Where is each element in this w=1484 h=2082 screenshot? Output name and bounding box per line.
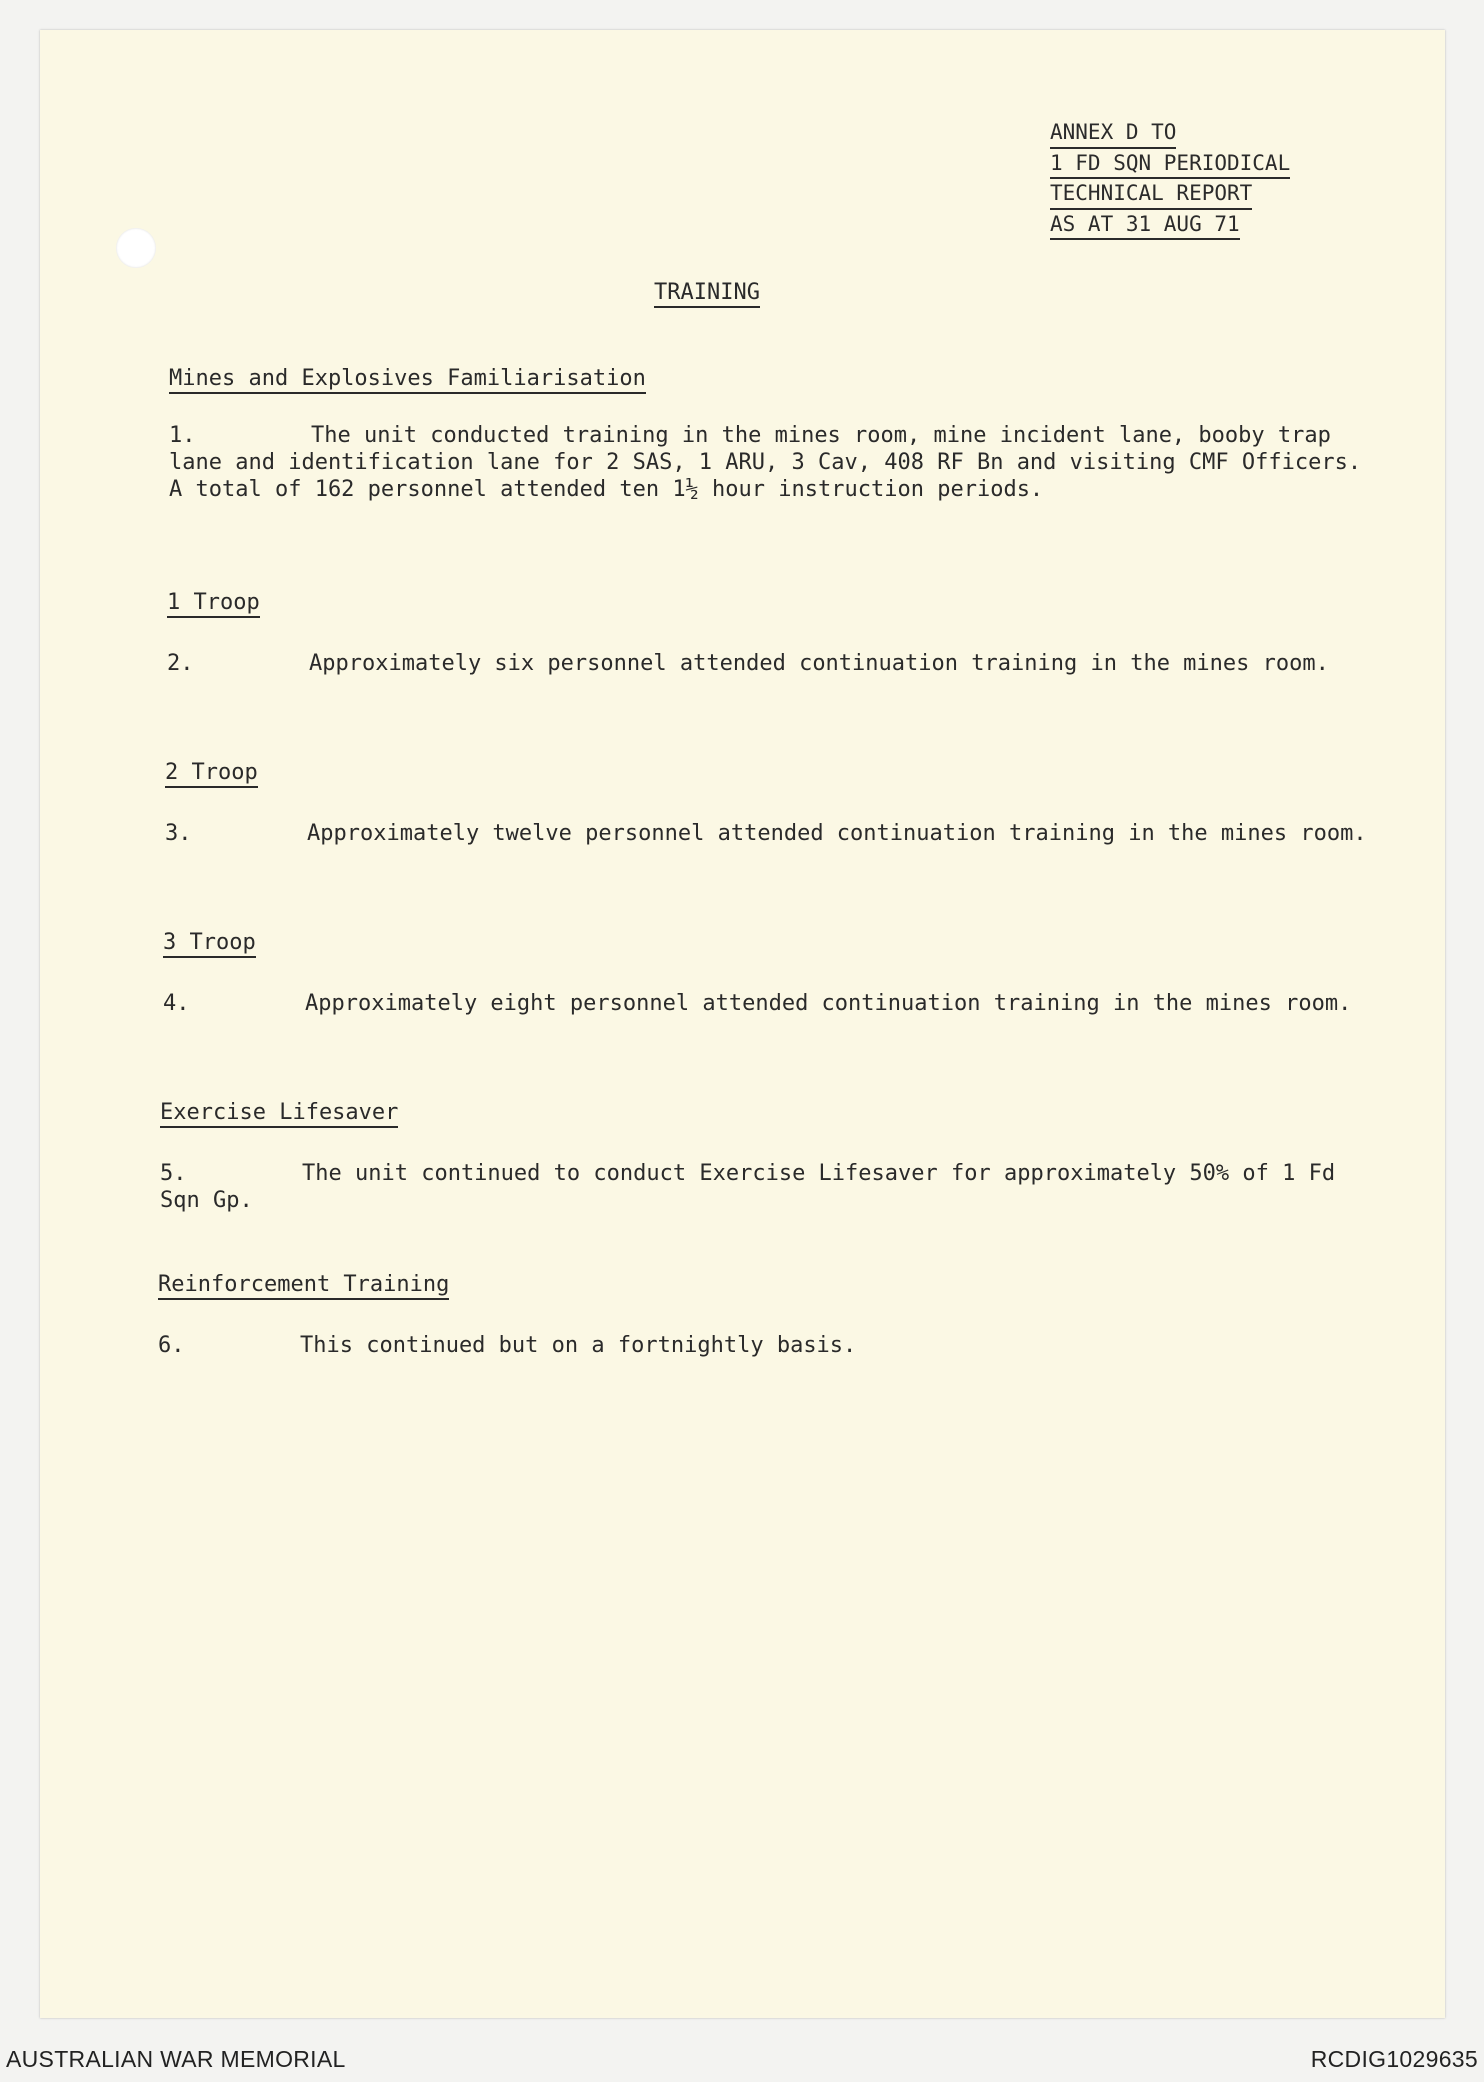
paragraph-text: The unit conducted training in the mines room, mine incident lane, booby trap lane and identification lane for 2 SAS, 1 ARU, 3 Cav, 408 RF Bn and visiting CMF Officers. A total of 162 personnel attended ten 1½ hour instruction periods. <box>169 423 1362 502</box>
heading-1-troop: 1 Troop <box>167 590 260 618</box>
annex-line-3: TECHNICAL REPORT <box>1050 179 1252 210</box>
paragraph-text: Approximately twelve personnel attended continuation training in the mines room. <box>307 821 1367 846</box>
annex-line-4: AS AT 31 AUG 71 <box>1050 210 1240 241</box>
heading-exercise-lifesaver: Exercise Lifesaver <box>160 1100 398 1128</box>
paragraph-number: 5. <box>160 1161 187 1186</box>
paragraph-2 <box>167 650 1377 677</box>
paragraph-3 <box>165 820 1375 847</box>
heading-2-troop: 2 Troop <box>165 760 258 788</box>
paragraph-text: Approximately eight personnel attended continuation training in the mines room. <box>305 991 1352 1016</box>
paragraph-text: The unit continued to conduct Exercise Lifesaver for approximately 50% of 1 Fd Sqn Gp. <box>160 1161 1336 1213</box>
footer-record-id: RCDIG1029635 <box>1310 2046 1478 2072</box>
paragraph-6 <box>158 1332 1368 1359</box>
paragraph-1 <box>169 422 1379 503</box>
paragraph-5 <box>160 1160 1370 1214</box>
document-title: TRAINING <box>654 280 760 308</box>
punch-hole <box>116 228 156 268</box>
footer-archive-name: AUSTRALIAN WAR MEMORIAL <box>6 2046 346 2072</box>
annex-line-1: ANNEX D TO <box>1050 118 1176 149</box>
document-page <box>40 30 1445 2018</box>
annex-reference-block <box>1050 118 1290 240</box>
paragraph-number: 2. <box>167 651 194 676</box>
paragraph-number: 1. <box>169 423 196 448</box>
annex-line-2: 1 FD SQN PERIODICAL <box>1050 149 1290 180</box>
heading-3-troop: 3 Troop <box>163 930 256 958</box>
paragraph-text: Approximately six personnel attended continuation training in the mines room. <box>309 651 1329 676</box>
paragraph-text: This continued but on a fortnightly basis. <box>300 1333 857 1358</box>
paragraph-4 <box>163 990 1373 1017</box>
paragraph-number: 4. <box>163 991 190 1016</box>
paragraph-number: 6. <box>158 1333 185 1358</box>
heading-reinforcement-training: Reinforcement Training <box>158 1272 449 1300</box>
heading-mines-and-explosives: Mines and Explosives Familiarisation <box>169 366 646 394</box>
paragraph-number: 3. <box>165 821 192 846</box>
